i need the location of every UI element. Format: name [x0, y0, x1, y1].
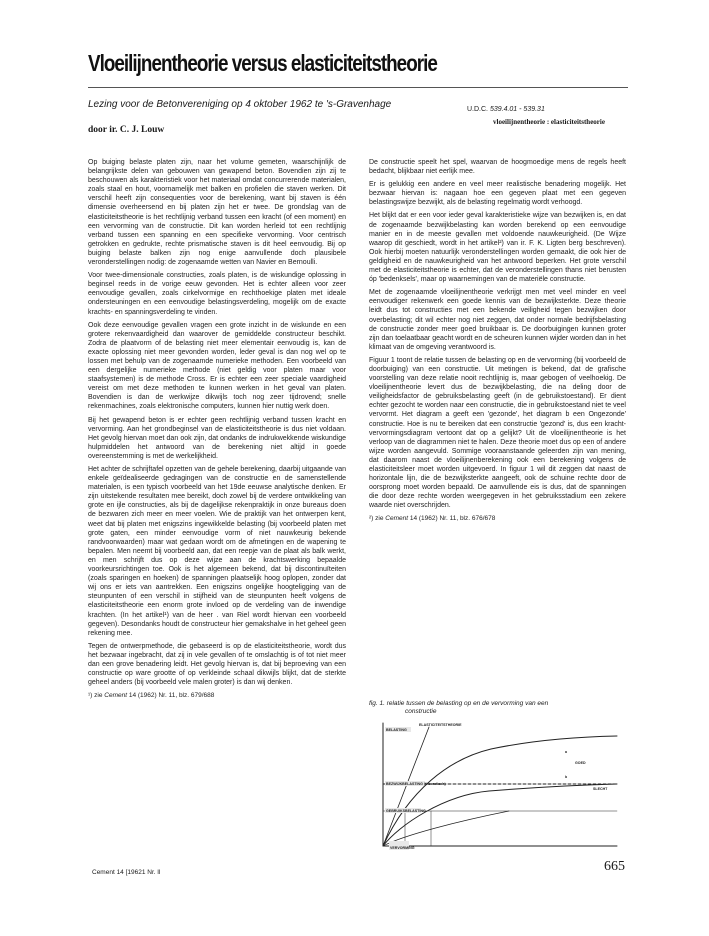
title-rule [88, 87, 628, 88]
udc-classification [467, 106, 545, 113]
paragraph: Het blijkt dat er een voor ieder geval karakteristieke wijze van bezwijken is, en dat de zogenaamde bezwijkbelasting kan worden berekend op een eenvoudige manier en in de meeste gevallen met voldoende nauwkeurigheid. (De Wijze waarop dit geschiedt, wordt in het artikel²) van ir. F. K. Ligten berg beschreven). Ook hierbij moeten natuurlijk veronderstellingen worden gemaakt, die ook hier de geldigheid en de nauwkeurigheid van het antwoord beperken. Het grote verschil met de elasticiteitstheorie is echter, dat de veronderstellingen thans niet berusten óp 'bedenksels', maar op waarnemingen van de materiële constructie. [369, 212, 626, 284]
label-goed: GOED [575, 761, 586, 765]
paragraph: Bij het gewapend beton is er echter geen rechtlijnig verband tussen kracht en vervorming. Aan het grondbeginsel van de elasticiteitstheorie is dus niet voldaan. Het gevolg hiervan moet dan ook zijn, dat ondanks de indrukwekkende wiskundige hulpmiddelen het antwoord van de berekening niet altijd in goede overeenstemming is met de werkelijkheid. [88, 416, 346, 460]
label-vervorming: VERVORMING [390, 846, 415, 850]
footnote-journal: Cement [385, 515, 409, 523]
paragraph: Voor twee-dimensionale constructies, zoals platen, is de wiskundige oplossing in beginsel reeds in de vorige eeuw gevonden. Het is echter alleen voor zeer eenvoudige gevallen, zoals cirkelvormige en rechthoekige platen met ideale ondersteuningen en een eenvoudige belastingsverdeling, mogelijk om de exacte krachts- en spanningsverdeling te vinden. [88, 272, 346, 316]
paragraph: De constructie speelt het spel, waarvan de hoogmoedige mens de regels heeft bedacht, blijkbaar niet eerlijk mee. [369, 159, 626, 176]
udc-prefix: U.D.C. [467, 106, 488, 113]
label-b: b [565, 775, 568, 779]
footnote [88, 691, 346, 700]
right-column [369, 158, 626, 648]
label-elasticiteitstheorie: ELASTICITEITSTHEORIE [419, 723, 462, 727]
curve-c [383, 811, 509, 846]
article-subtitle: Lezing voor de Betonvereniging op 4 oktober 1962 te 's-Gravenhage [88, 99, 392, 110]
label-gebruiksbelasting: GEBRUIKSBELASTING [386, 809, 426, 813]
page-number: 665 [604, 859, 625, 874]
keywords: vloeilijnentheorie : elasticiteitstheorie [493, 118, 605, 126]
journal-footer: Cement 14 [19621 Nr. ll [92, 869, 161, 876]
label-bezwijkbelasting: BEZWIJKBELASTING (theoretisch) [386, 782, 446, 786]
footnote-reference: 14 (1962) Nr. 11, blz. 676/678 [409, 515, 496, 523]
author-byline: door ir. C. J. Louw [88, 125, 165, 135]
footnote-mark: ¹) zie [88, 692, 103, 700]
label-a: a [565, 750, 567, 754]
article-title: Vloeilijnentheorie versus elasticiteitstheorie [88, 50, 437, 76]
paragraph: Ook deze eenvoudige gevallen vragen een grote inzicht in de wiskunde en een grotere rekenvaardigheid dan waarover de gemiddelde constructeur beschikt. Zodra de plaatvorm of de belasting niet meer elementair eenvoudig is, kan de exacte oplossing niet meer gevonden worden, leder geval is dan nog wel op te lossen met behulp van de zogenaamde numerieke methoden. Een voorbeeld van een dergelijke numerieke methode (niet geldig voor platen maar voor staafsystemen) is de methode Cross. Er is echter een zeer speciale vaardigheid vereist om met deze methoden te kunnen werken in het geval van platen. Bovendien is dan de werkwijze dikwijls toch nog zeer tijdrovend; snelle rekenmachines, zoals elektronische computers, kunnen hier nuttig werk doen. [88, 321, 346, 411]
curve-a [383, 736, 617, 846]
label-belasting: BELASTING [386, 728, 407, 732]
footnote-journal: Cement [104, 692, 128, 700]
paragraph: Tegen de ontwerpmethode, die gebaseerd is op de elasticiteitstheorie, wordt dus het bezwaar ingebracht, dat zij in vele gevallen of te omslachtig is of tot niet meer dan een grove benadering leidt. Het gevolg hiervan is, dat bij beproeving van een constructie op ware grootte of op verkleinde schaal dikwijls blijkt, dat de sterkte geheel anders (bij voorbeeld vele malen groter) is dan wij denken. [88, 642, 346, 687]
figure-caption-line: constructie [405, 708, 437, 715]
left-column [88, 158, 346, 848]
paragraph: Figuur 1 toont de relatie tussen de belasting op en de vervorming (bij voorbeeld de doorbuiging) van een constructie. Uit metingen is bekend, dat de grafische voorstelling van deze relatie nooit rechtlijnig is, maar gebogen of veelhoekig. De vloeilijnentheorie levert dus de bezwijkbelasting, die na deling door de veiligheidsfactor de gebruiksbelasting geeft (in de gebruikstoestand). Er dient echter gezocht te worden naar een constructie, die in gebruikstoestand niet te veel vervormt. Het diagram a geeft een 'gezonde', het diagram b een Ongezonde' constructie. Hoe is nu te bereiken dat een constructie 'gezond' is, dus een kracht-vervormingsdiagram vertoont dat op a gelijkt? Uit de vloeilijnentheorie is het verloop van de diagrammen niet te halen. Deze theorie moet dus op een of andere wijze worden aangevuld. Sommige vooraanstaande geleerden zijn van mening, dat daarom naast de vloeilijnenberekening ook een berekening volgens de elasticiteitsleer moet worden uitgevoerd. In figuur 1 wil dit zeggen dat naast de horizontale lijn, die de bezwijksterkte aangeeft, ook de schuine rechte door de oorsprong moet worden bepaald. De aanvullende eis is dus, dat de spanningen die door deze rechte worden weergegeven in het gebruiksstadium een zekere waarde niet overschrijden. [369, 356, 626, 510]
load-deformation-figure [369, 715, 619, 857]
paragraph: Het achter de schrijftafel opzetten van de gehele berekening, daarbij uitgaande van enkele geïdealiseerde gedragingen van de constructie en de samenstellende materialen, is een typisch voorbeeld van het 19de eeuwse analytische denken. Er zijn uitstekende resultaten mee bereikt, doch zowel bij de verdere ontwikkeling van grote en ijle constructies, als bij de dagelijkse rekenpraktijk in onze bureaus doen de bezwaren zich meer en meer voelen. Wie de praktijk van het ontwerpen kent, weet dat bij platen met enigszins ingewikkelde belasting (bij voorbeeld platen met grote gaten, een minder eenvoudige vorm of niet nauwkeurig bekende randvoorwaarden) maar wat gedaan wordt om de afmetingen en de wapening te bepalen. Men neemt bij voorbeeld aan, dat een reepje van de plaat als balk werkt, en men schrijft dus op deze wijze aan de krachtswerking bepaalde voorkeursrichtingen toe. Ook is het algemeen bekend, dat bij discontinuïteiten (zoals sparingen en hoeken) de spanningen plaatselijk hoog oplopen, zonder dat wij ons er iets van aantrekken. Een enigszins ongelijke hoogteligging van de steunpunten of een verschil in stijfheid van de steunpunten heeft volgens de elasticiteitstheorie een enorm grote invloed op de verdeling van de inwendige krachten. (In het artikel¹) van de heer . van Riel wordt hiervan een voorbeeld gegeven). Desondanks houdt de constructeur hier gemakshalve in het geheel geen rekening mee. [88, 466, 346, 637]
footnote-mark: ²) zie [369, 515, 384, 523]
footnote-reference: 14 (1962) Nr. 11, blz. 679/688 [128, 692, 215, 700]
label-slecht: SLECHT [593, 787, 608, 791]
elastic-line [383, 727, 429, 846]
figure-caption-line: fig. 1. relatie tussen de belasting op en de vervorming van een [369, 700, 549, 707]
paragraph: Met de zogenaamde vloeilijnentheorie verkrijgt men met veel minder en veel eenvoudiger rekenwerk een goede kennis van de bezwijksterkte. Deze theorie leidt dus tot constructies met een bekende veiligheid tegen bezwijken door overbelasting; dit wil echter nog niet zeggen, dat onder normale bedrijfsbelasting de constructie zonder meer goed bruikbaar is. De doorbuigingen kunnen groter zijn dan toelaatbaar geacht wordt en de scheuren kunnen wijder worden dan in het klimaat van de omgeving verantwoord is. [369, 289, 626, 351]
udc-code: 539.4.01 - 539.31 [489, 106, 545, 113]
figure-caption [369, 700, 619, 716]
paragraph: Er is gelukkig een andere en veel meer realistische benadering mogelijk. Het bezwaar hiervan is: nagaan hoe een gegeven plaat met een gegeven belastingswijze bezwijkt, als de belasting regelmatig wordt verhoogd. [369, 181, 626, 207]
footnote [369, 514, 626, 523]
paragraph: Op buiging belaste platen zijn, naar het volume gemeten, waarschijnlijk de belangrijkste delen van gebouwen van gewapend beton. Bovendien zijn zij te beschouwen als karakteristiek voor het materiaal omdat concurrerende materialen, zoals staal en hout, voornamelijk met balken en profielen die staven werken. Dit verschil heeft zijn consequenties voor de berekening, want bij staven is één dimensie overheersend en bij platen zijn het er twee. De grondslag van de elasticiteitstheorie is het rechtlijnig verband tussen een kracht (of een moment) en een vervorming van de constructie. Dit kan worden herleid tot een rechtlijnig verband tussen een spanning en een specifieke vervorming. Voor centrisch getrokken en gedrukte, rechte prismatische staven is dit heel eenvoudig. Bij op buiging belaste balken zijn nog enige aanvullende doch plausibele veronderstellingen nodig: de zogenaamde wetten van Navier en Bernoulli. [88, 159, 346, 267]
